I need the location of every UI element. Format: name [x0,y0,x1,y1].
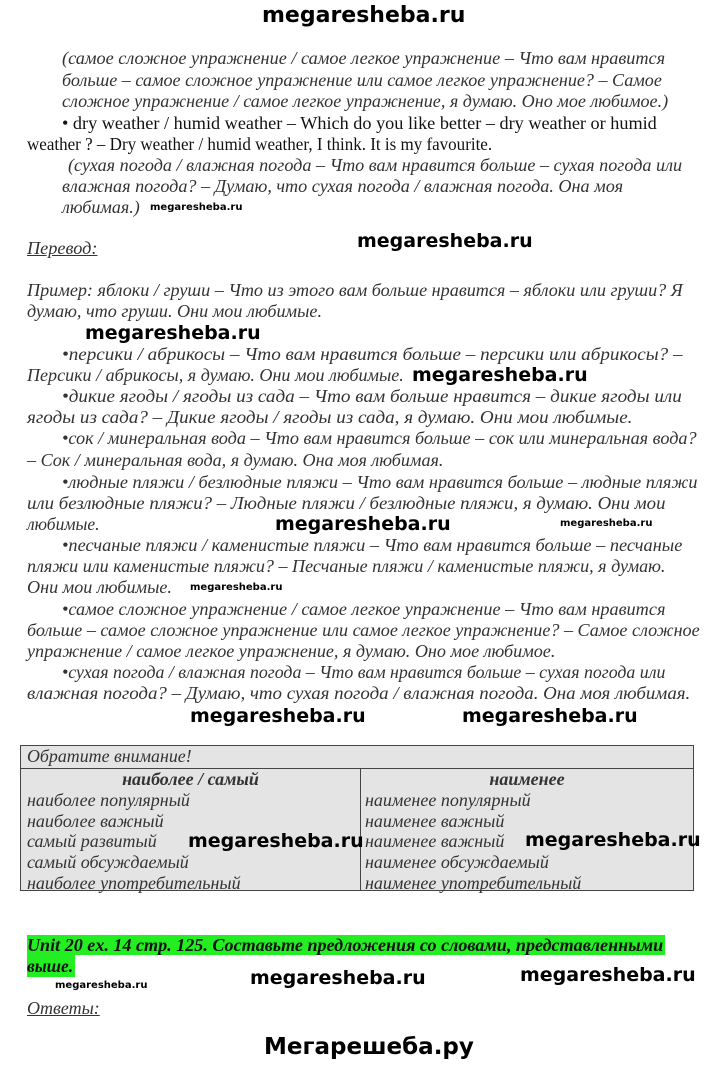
watermark: megaresheba.ru [190,582,283,593]
table-cell: самый обсуждаемый [27,852,189,872]
table-cell: самый развитый [27,831,157,851]
watermark: megaresheba.ru [412,364,588,386]
text-line: weather ? – Dry weather / humid weather, I think. It is my favourite. [27,134,493,154]
text-line: сложное упражнение / самое легкое упражнение, я думаю. Оно мое любимое.) [62,91,669,111]
watermark: megaresheba.ru [55,980,148,991]
watermark: megaresheba.ru [462,705,638,727]
text-line: думаю, что груши. Они мои любимые. [27,301,322,321]
watermark: megaresheba.ru [190,705,366,727]
text-line: или безлюдные пляжи? – Людные пляжи / безлюдные пляжи, я думаю. Они мои [27,493,666,513]
watermark: megaresheba.ru [85,322,261,344]
header-watermark: megaresheba.ru [262,3,466,28]
text-line: больше – самое сложное упражнение или самое легкое упражнение? – Самое сложное [27,620,700,640]
watermark: megaresheba.ru [520,964,696,986]
watermark: megaresheba.ru [275,513,451,535]
table-cell: наименее важный [365,831,505,851]
table-cell: наименее важный [365,811,505,831]
text-line: •самое сложное упражнение / самое легкое упражнение – Что вам нравится [62,599,666,619]
table-cell: наиболее употребительный [27,873,241,893]
text-line: любимые. [27,514,100,534]
text-line: •сок / минеральная вода – Что вам нравится больше – сок или минеральная вода? [62,428,697,448]
answers-heading: Ответы: [27,998,100,1018]
table-header-least: наименее [489,769,565,789]
table-cell: наименее обсуждаемый [365,852,549,872]
text-line: – Сок / минеральная вода, я думаю. Она моя любимая. [27,450,444,470]
text-line: Они мои любимые. [27,577,172,597]
text-line: влажная погода? – Думаю, что сухая погода / влажная погода. Она моя любимая. [27,683,691,703]
text-line: •сухая погода / влажная погода – Что вам нравится больше – сухая погода или [62,662,666,682]
watermark: megaresheba.ru [357,230,533,252]
table-cell: наиболее важный [27,811,164,831]
text-line: упражнение / самое легкое упражнение, я думаю. Оно мое любимое. [27,641,556,661]
text-line: (сухая погода / влажная погода – Что вам нравится больше – сухая погода или [68,155,683,175]
text-line: •людные пляжи / безлюдные пляжи – Что вам нравится больше – людные пляжи [62,472,698,492]
text-line: •дикие ягоды / ягоды из сада – Что вам больше нравится – дикие ягоды или [62,386,682,406]
table-cell: наименее употребительный [365,873,582,893]
text-line: • dry weather / humid weather – Which do you like better – dry weather or humid [62,113,657,133]
text-line: ягоды из сада? – Дикие ягоды / ягоды из сада, я думаю. Они мои любимые. [27,407,633,427]
table-cell: наименее популярный [365,790,531,810]
table-cell: наиболее популярный [27,790,190,810]
text-line: •персики / абрикосы – Что вам нравится больше – персики или абрикосы? – [62,344,683,364]
task-title: выше. [27,956,74,976]
watermark: megaresheba.ru [150,202,243,213]
text-line: больше – самое сложное упражнение или самое легкое упражнение? – Самое [62,70,662,90]
watermark: megaresheba.ru [250,967,426,989]
table-header-most: наиболее / самый [122,769,259,789]
text-line: •песчаные пляжи / каменистые пляжи – Что вам нравится больше – песчаные [62,535,683,555]
translation-heading: Перевод: [27,238,98,258]
watermark: megaresheba.ru [188,830,364,852]
table-title: Обратите внимание! [27,746,192,766]
task-title: Unit 20 ex. 14 стр. 125. Составьте предложения со словами, представленными [27,935,664,955]
text-line: пляжи или каменистые пляжи? – Песчаные пляжи / каменистые пляжи, я думаю. [27,556,666,576]
text-line: влажная погода? – Думаю, что сухая погода / влажная погода. Она моя [62,176,624,196]
text-line: Пример: яблоки / груши – Что из этого вам больше нравится – яблоки или груши? Я [27,280,683,300]
text-line: (самое сложное упражнение / самое легкое упражнение – Что вам нравится [62,48,666,68]
note-table [20,745,694,891]
watermark: megaresheba.ru [560,518,653,529]
text-line: любимая.) [62,197,140,217]
watermark: megaresheba.ru [525,829,701,851]
text-line: Персики / абрикосы, я думаю. Они мои любимые. [27,365,404,385]
footer-watermark: Мегарешеба.ру [264,1034,474,1060]
